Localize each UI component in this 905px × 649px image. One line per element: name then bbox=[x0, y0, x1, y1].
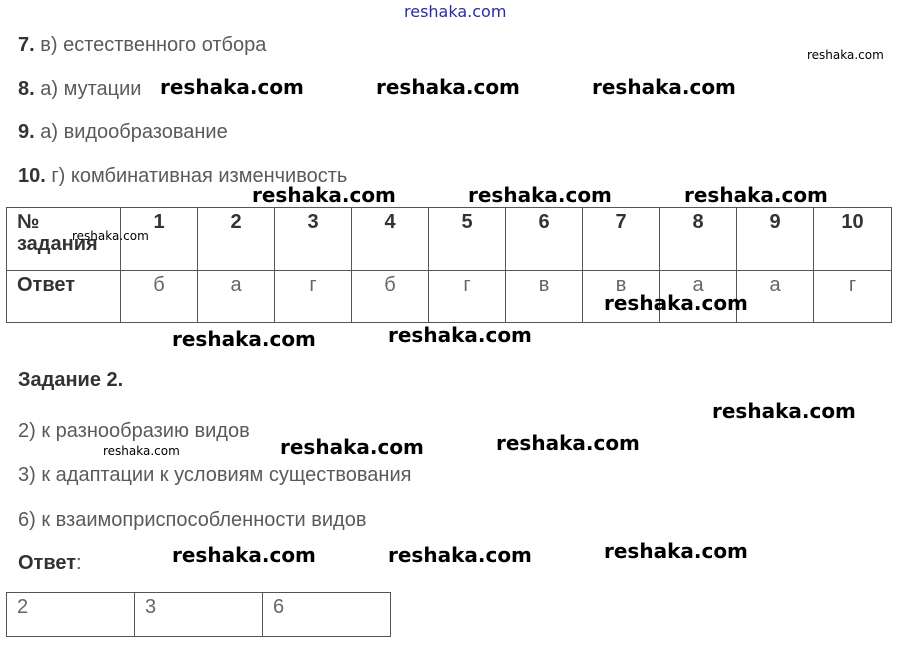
answer-cell: а bbox=[660, 271, 737, 323]
answer-number: 7. bbox=[18, 34, 35, 56]
column-header: 6 bbox=[506, 208, 583, 271]
task2-option: 2) к разнообразию видов bbox=[18, 420, 250, 442]
header-label-line2: задания bbox=[17, 233, 98, 255]
watermark: reshaka.com bbox=[160, 75, 304, 99]
task2-answer-table bbox=[6, 592, 391, 637]
watermark: reshaka.com bbox=[604, 291, 748, 315]
column-header: 9 bbox=[737, 208, 814, 271]
answer-text: а) мутации bbox=[40, 78, 142, 100]
answer-cell: г bbox=[275, 271, 352, 323]
table-row bbox=[7, 593, 391, 637]
task2-title: Задание 2. bbox=[18, 369, 124, 391]
watermark-small: reshaka.com bbox=[72, 229, 149, 243]
watermark: reshaka.com bbox=[252, 183, 396, 207]
watermark: reshaka.com bbox=[388, 543, 532, 567]
answer-text: в) естественного отбора bbox=[40, 34, 267, 56]
column-header: 2 bbox=[198, 208, 275, 271]
watermark: reshaka.com bbox=[592, 75, 736, 99]
answer-number: 8. bbox=[18, 78, 35, 100]
answer-label-colon: : bbox=[76, 552, 82, 574]
watermark: reshaka.com bbox=[604, 539, 748, 563]
task2-answer-label bbox=[18, 552, 82, 575]
answer-cell: б bbox=[121, 271, 198, 323]
column-header: 7 bbox=[583, 208, 660, 271]
answer-cell: а bbox=[198, 271, 275, 323]
column-header: 4 bbox=[352, 208, 429, 271]
column-header: 1 bbox=[121, 208, 198, 271]
column-header: 8 bbox=[660, 208, 737, 271]
watermark: reshaka.com bbox=[388, 323, 532, 347]
answer-line-9 bbox=[18, 121, 228, 144]
answer-text: г) комбинативная изменчивость bbox=[51, 165, 348, 187]
watermark: reshaka.com bbox=[376, 75, 520, 99]
watermark: reshaka.com bbox=[496, 431, 640, 455]
watermark-small: reshaka.com bbox=[807, 48, 884, 62]
watermark-small: reshaka.com bbox=[103, 444, 180, 458]
answer-line-7 bbox=[18, 34, 266, 57]
answer-cell: в bbox=[583, 271, 660, 323]
watermark: reshaka.com bbox=[172, 543, 316, 567]
watermark: reshaka.com bbox=[172, 327, 316, 351]
watermark: reshaka.com bbox=[468, 183, 612, 207]
answer-cell: г bbox=[429, 271, 506, 323]
column-header: 3 bbox=[275, 208, 352, 271]
answer-cell: г bbox=[814, 271, 892, 323]
watermark: reshaka.com bbox=[280, 435, 424, 459]
answers-table bbox=[6, 207, 892, 323]
answer-cell: 6 bbox=[263, 593, 391, 637]
answer-text: а) видообразование bbox=[40, 121, 228, 143]
answer-number: 9. bbox=[18, 121, 35, 143]
header-label-line1: № bbox=[17, 211, 40, 233]
answer-cell: 2 bbox=[7, 593, 135, 637]
task2-option: 3) к адаптации к условиям существования bbox=[18, 464, 412, 486]
answer-label-word: Ответ bbox=[18, 552, 77, 574]
watermark: reshaka.com bbox=[684, 183, 828, 207]
answer-number: 10. bbox=[18, 165, 46, 187]
column-header: 10 bbox=[814, 208, 892, 271]
answer-label-cell: Ответ bbox=[7, 271, 121, 323]
column-header: 5 bbox=[429, 208, 506, 271]
answer-cell: в bbox=[506, 271, 583, 323]
watermark: reshaka.com bbox=[712, 399, 856, 423]
answer-cell: 3 bbox=[135, 593, 263, 637]
task2-option: 6) к взаимоприспособленности видов bbox=[18, 509, 367, 531]
answer-line-8 bbox=[18, 78, 141, 101]
table-answer-row bbox=[7, 271, 892, 323]
answer-cell: а bbox=[737, 271, 814, 323]
watermark-top: reshaka.com bbox=[404, 2, 507, 21]
answer-cell: б bbox=[352, 271, 429, 323]
